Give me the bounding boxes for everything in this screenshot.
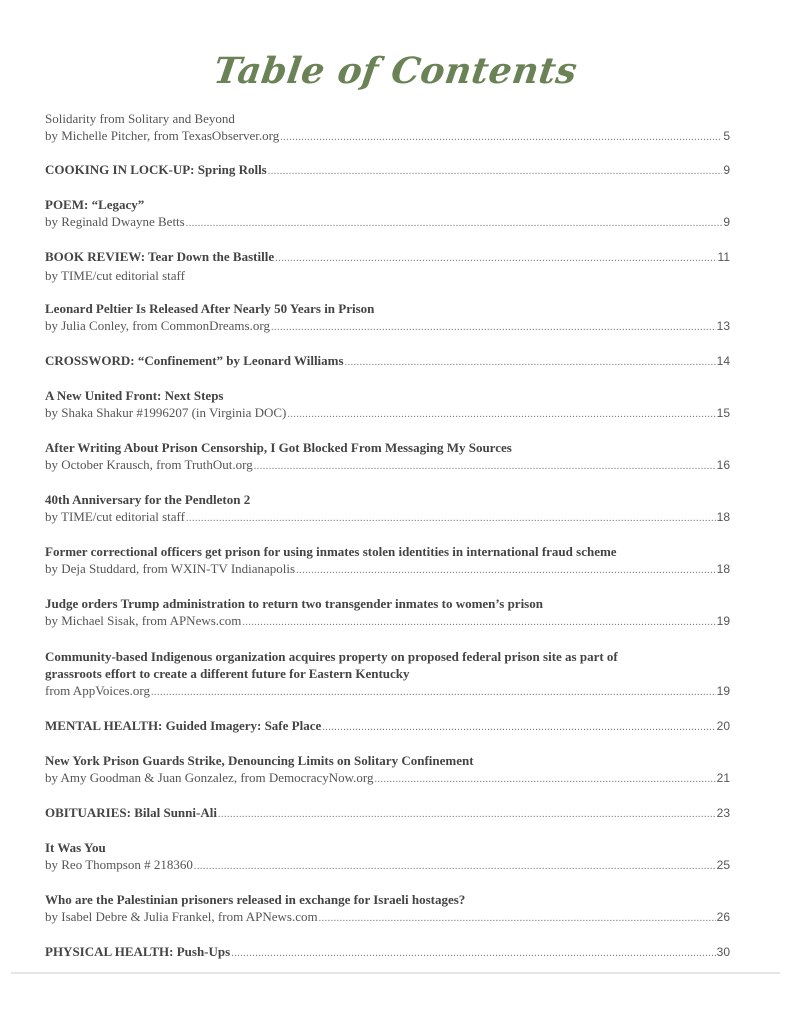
entry-title: 40th Anniversary for the Pendleton 2 — [45, 492, 251, 507]
toc-entry[interactable] — [45, 752, 730, 788]
entry-title: Judge orders Trump administration to return two transgender inmates to women’s prison — [45, 596, 543, 611]
toc-entry[interactable] — [45, 595, 730, 631]
entry-title: A New United Front: Next Steps — [45, 388, 224, 403]
page-title: Table of Contents — [211, 50, 580, 92]
page-number: 25 — [716, 858, 730, 872]
toc-entry[interactable] — [45, 891, 730, 927]
entry-byline: by Michael Sisak, from APNews.com — [45, 613, 242, 628]
entry-byline: by Michelle Pitcher, from TexasObserver.org — [45, 128, 280, 143]
toc-entry[interactable] — [45, 648, 730, 701]
entry-byline: by Amy Goodman & Juan Gonzalez, from DemocracyNow.org — [45, 770, 374, 785]
entry-title: COOKING IN LOCK-UP: Spring Rolls — [45, 162, 267, 177]
leader-dots — [271, 319, 716, 336]
entry-title: Who are the Palestinian prisoners released in exchange for Israeli hostages? — [45, 892, 466, 907]
page-number: 30 — [716, 945, 730, 959]
leader-dots — [280, 129, 722, 146]
entry-byline: by TIME/cut editorial staff — [45, 268, 185, 283]
entry-title: BOOK REVIEW: Tear Down the Bastille — [45, 249, 275, 264]
leader-dots — [375, 771, 716, 788]
page-number: 20 — [716, 719, 730, 733]
toc-entry[interactable] — [45, 300, 730, 336]
toc-entry[interactable] — [45, 352, 730, 371]
page-number: 18 — [716, 562, 730, 576]
leader-dots — [254, 458, 716, 475]
leader-dots — [151, 684, 716, 701]
page-number: 9 — [723, 215, 730, 229]
leader-dots — [275, 250, 716, 267]
leader-dots — [268, 163, 723, 180]
toc-entry[interactable] — [45, 717, 730, 736]
leader-dots — [322, 719, 715, 736]
entry-title: POEM: “Legacy” — [45, 197, 145, 212]
leader-dots — [296, 562, 716, 579]
leader-dots — [345, 354, 716, 371]
leader-dots — [287, 406, 715, 423]
entry-title: Leonard Peltier Is Released After Nearly 50 Years in Prison — [45, 301, 375, 316]
entry-title: MENTAL HEALTH: Guided Imagery: Safe Place — [45, 718, 322, 733]
leader-dots — [218, 806, 716, 823]
toc-entry[interactable] — [45, 387, 730, 423]
entry-title: It Was You — [45, 840, 106, 855]
toc-entry[interactable] — [45, 248, 730, 284]
entry-byline: from AppVoices.org — [45, 683, 150, 698]
leader-dots — [231, 945, 715, 962]
page-number: 26 — [716, 910, 730, 924]
leader-dots — [186, 215, 723, 232]
page-number: 16 — [716, 458, 730, 472]
entry-byline: by Reginald Dwayne Betts — [45, 214, 185, 229]
leader-dots — [194, 858, 716, 875]
page-number: 19 — [716, 684, 730, 698]
page-number: 23 — [716, 806, 730, 820]
page-number: 5 — [723, 129, 730, 143]
entry-title-continued: grassroots effort to create a different future for Eastern Kentucky — [45, 666, 410, 681]
entry-title: New York Prison Guards Strike, Denouncing Limits on Solitary Confinement — [45, 753, 474, 768]
toc-entry[interactable] — [45, 110, 730, 146]
entry-title: Former correctional officers get prison for using inmates stolen identities in international fraud scheme — [45, 544, 617, 559]
entry-byline: by Shaka Shakur #1996207 (in Virginia DOC) — [45, 405, 287, 420]
entry-byline: by Deja Studdard, from WXIN-TV Indianapolis — [45, 561, 296, 576]
entry-title: CROSSWORD: “Confinement” by Leonard Williams — [45, 353, 344, 368]
toc-entry[interactable] — [45, 196, 730, 232]
toc-entry[interactable] — [45, 543, 730, 579]
entry-byline: by Isabel Debre & Julia Frankel, from APNews.com — [45, 909, 318, 924]
toc-entry[interactable] — [45, 804, 730, 823]
page-bottom-divider — [11, 972, 780, 974]
page-number: 15 — [716, 406, 730, 420]
page-number: 9 — [723, 163, 730, 177]
toc-entry[interactable] — [45, 839, 730, 875]
page-number: 18 — [716, 510, 730, 524]
entry-byline: by Reo Thompson # 218360 — [45, 857, 193, 872]
entry-byline: by October Krausch, from TruthOut.org — [45, 457, 253, 472]
toc-entry[interactable] — [45, 439, 730, 475]
page-number: 14 — [716, 354, 730, 368]
toc-entry[interactable] — [45, 943, 730, 962]
leader-dots — [242, 614, 715, 631]
toc-entry[interactable] — [45, 491, 730, 527]
page-number: 21 — [716, 771, 730, 785]
leader-dots — [186, 510, 716, 527]
page-number: 19 — [716, 614, 730, 628]
entry-title: OBITUARIES: Bilal Sunni-Ali — [45, 805, 217, 820]
leader-dots — [319, 910, 716, 927]
entry-title: Community-based Indigenous organization acquires property on proposed federal prison site as part of — [45, 649, 618, 664]
entry-title: Solidarity from Solitary and Beyond — [45, 111, 235, 126]
entry-byline: by TIME/cut editorial staff — [45, 509, 185, 524]
entry-title: PHYSICAL HEALTH: Push-Ups — [45, 944, 231, 959]
entry-title: After Writing About Prison Censorship, I Got Blocked From Messaging My Sources — [45, 440, 512, 455]
page-number: 11 — [717, 250, 730, 264]
toc-entry[interactable] — [45, 161, 730, 180]
entry-byline: by Julia Conley, from CommonDreams.org — [45, 318, 270, 333]
page-number: 13 — [716, 319, 730, 333]
